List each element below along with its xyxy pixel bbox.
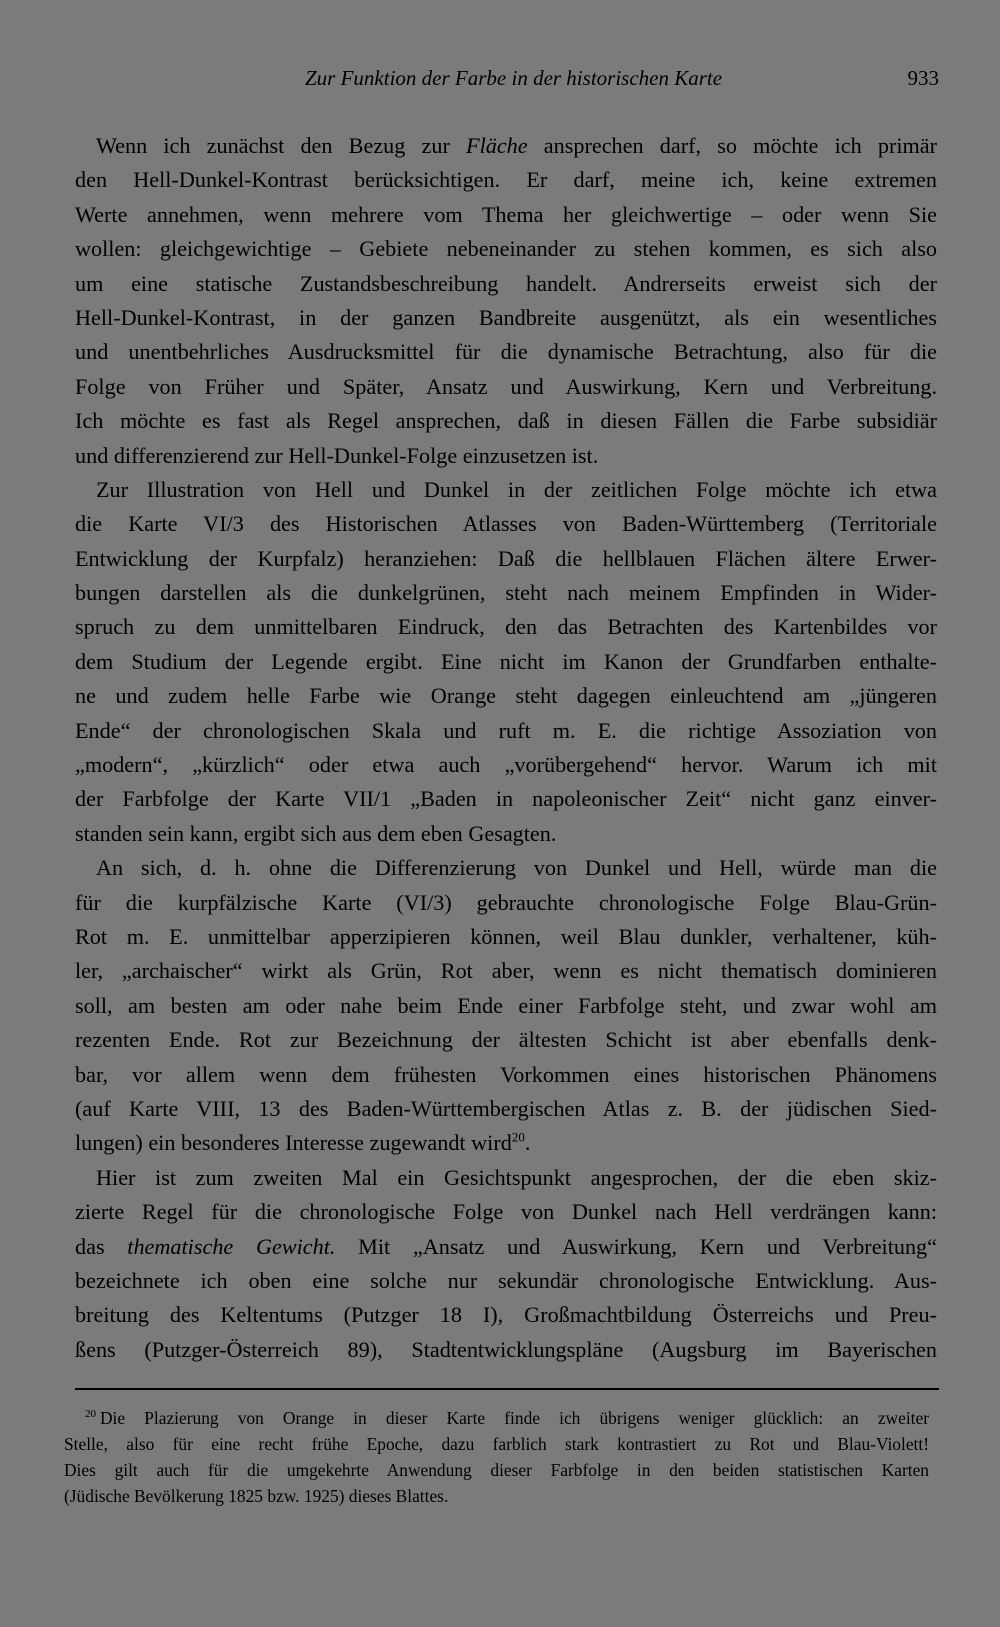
text-line: rezenten Ende. Rot zur Bezeichnung der ältesten Schicht ist aber ebenfalls denk-: [75, 1027, 937, 1053]
text-line: die Karte VI/3 des Historischen Atlasses von Baden-Württemberg (Territoriale: [75, 511, 937, 537]
text-line: Zur Illustration von Hell und Dunkel in der zeitlichen Folge möchte ich etwa: [96, 476, 937, 502]
footnote-marker: 20: [85, 1408, 96, 1420]
text-line: und unentbehrliches Ausdrucksmittel für die dynamische Betrachtung, also für die: [75, 339, 937, 365]
footnote-line: Dies gilt auch für die umgekehrte Anwendung dieser Farbfolge in den beiden statistischen Karten: [64, 1460, 929, 1480]
running-head: [75, 62, 939, 96]
text-line: breitung des Keltentums (Putzger 18 I), Großmachtbildung Österreichs und Preu-: [75, 1302, 937, 1328]
text-line: Folge von Früher und Später, Ansatz und Auswirkung, Kern und Verbreitung.: [75, 373, 937, 399]
text-line: Entwicklung der Kurpfalz) heranziehen: Daß die hellblauen Flächen ältere Erwer-: [75, 545, 937, 571]
text-line: Werte annehmen, wenn mehrere vom Thema her gleichwertige – oder wenn Sie: [75, 201, 937, 227]
emphasis: Fläche: [466, 133, 528, 158]
text-line: und differenzierend zur Hell-Dunkel-Folge einzusetzen ist.: [75, 442, 599, 468]
text-line: das thematische Gewicht. Mit „Ansatz und Auswirkung, Kern und Verbreitung“: [75, 1233, 937, 1259]
text-line: dem Studium der Legende ergibt. Eine nicht im Kanon der Grundfarben enthalte-: [75, 648, 937, 674]
text-line: Ich möchte es fast als Regel ansprechen, daß in diesen Fällen die Farbe subsidiär: [75, 408, 937, 434]
text-line: Ende“ der chronologischen Skala und ruft m. E. die richtige Assoziation von: [75, 717, 937, 743]
emphasis: thematische Gewicht.: [127, 1233, 336, 1259]
text-line: Rot m. E. unmittelbar apperzipieren können, weil Blau dunkler, verhaltener, küh-: [75, 923, 937, 949]
footnote-line: Stelle, also für eine recht frühe Epoche, dazu farblich stark kontrastiert zu Rot und Blau-Violett!: [64, 1434, 929, 1454]
text-line: Wenn ich zunächst den Bezug zur Fläche ansprechen darf, so möchte ich primär: [96, 133, 937, 158]
text-line: lungen) ein besonderes Interesse zugewandt wird$^{20}$.: [75, 1129, 531, 1156]
footnotes: [64, 1405, 929, 1509]
footnote-reference[interactable]: 20: [511, 1129, 525, 1145]
text-line: zierte Regel für die chronologische Folge von Dunkel nach Hell verdrängen kann:: [75, 1199, 937, 1225]
text-line: bungen darstellen als die dunkelgrünen, steht nach meinem Empfinden in Wider-: [75, 580, 937, 606]
text-line: soll, am besten am oder nahe beim Ende einer Farbfolge steht, und zwar wohl am: [75, 992, 937, 1018]
text-line: An sich, d. h. ohne die Differenzierung von Dunkel und Hell, würde man die: [96, 855, 937, 881]
running-title: Zur Funktion der Farbe in der historischen Karte: [305, 66, 723, 90]
text-line: ne und zudem helle Farbe wie Orange steht dagegen einleuchtend am „jüngeren: [75, 683, 937, 709]
text-line: für die kurpfälzische Karte (VI/3) gebrauchte chronologische Folge Blau-Grün-: [75, 889, 937, 915]
text-line: der Farbfolge der Karte VII/1 „Baden in napoleonischer Zeit“ nicht ganz einver-: [75, 786, 937, 812]
text-line: bezeichnete ich oben eine solche nur sekundär chronologische Entwicklung. Aus-: [75, 1267, 937, 1293]
text-line: wollen: gleichgewichtige – Gebiete nebeneinander zu stehen kommen, es sich also: [75, 236, 937, 262]
text-line: ßens (Putzger-Österreich 89), Stadtentwicklungspläne (Augsburg im Bayerischen: [75, 1336, 937, 1362]
page-number: 933: [907, 66, 939, 90]
text-line: „modern“, „kürzlich“ oder etwa auch „vorübergehend“ hervor. Warum ich mit: [75, 752, 937, 778]
text-line: standen sein kann, ergibt sich aus dem eben Gesagten.: [75, 820, 557, 846]
text-line: spruch zu dem unmittelbaren Eindruck, den das Betrachten des Kartenbildes vor: [75, 614, 937, 640]
footnote-line: $^{20}$ Die Plazierung von Orange in dieser Karte finde ich übrigens weniger glücklich: an zweiter: [85, 1408, 929, 1428]
body-text: [75, 129, 937, 1367]
text-line: Hier ist zum zweiten Mal ein Gesichtspunkt angesprochen, der die eben skiz-: [96, 1164, 937, 1190]
text-line: um eine statische Zustandsbeschreibung handelt. Andrerseits erweist sich der: [75, 270, 937, 296]
text-line: (auf Karte VIII, 13 des Baden-Württembergischen Atlas z. B. der jüdischen Sied-: [75, 1095, 937, 1121]
footnote-divider: [75, 1388, 939, 1390]
text-line: den Hell-Dunkel-Kontrast berücksichtigen. Er darf, meine ich, keine extremen: [75, 167, 937, 193]
text-line: bar, vor allem wenn dem frühesten Vorkommen eines historischen Phänomens: [75, 1061, 937, 1087]
footnote-line: (Jüdische Bevölkerung 1825 bzw. 1925) dieses Blattes.: [64, 1486, 449, 1506]
text-line: ler, „archaischer“ wirkt als Grün, Rot aber, wenn es nicht thematisch dominieren: [75, 958, 937, 984]
text-line: Hell-Dunkel-Kontrast, in der ganzen Bandbreite ausgenützt, als ein wesentliches: [75, 304, 937, 330]
